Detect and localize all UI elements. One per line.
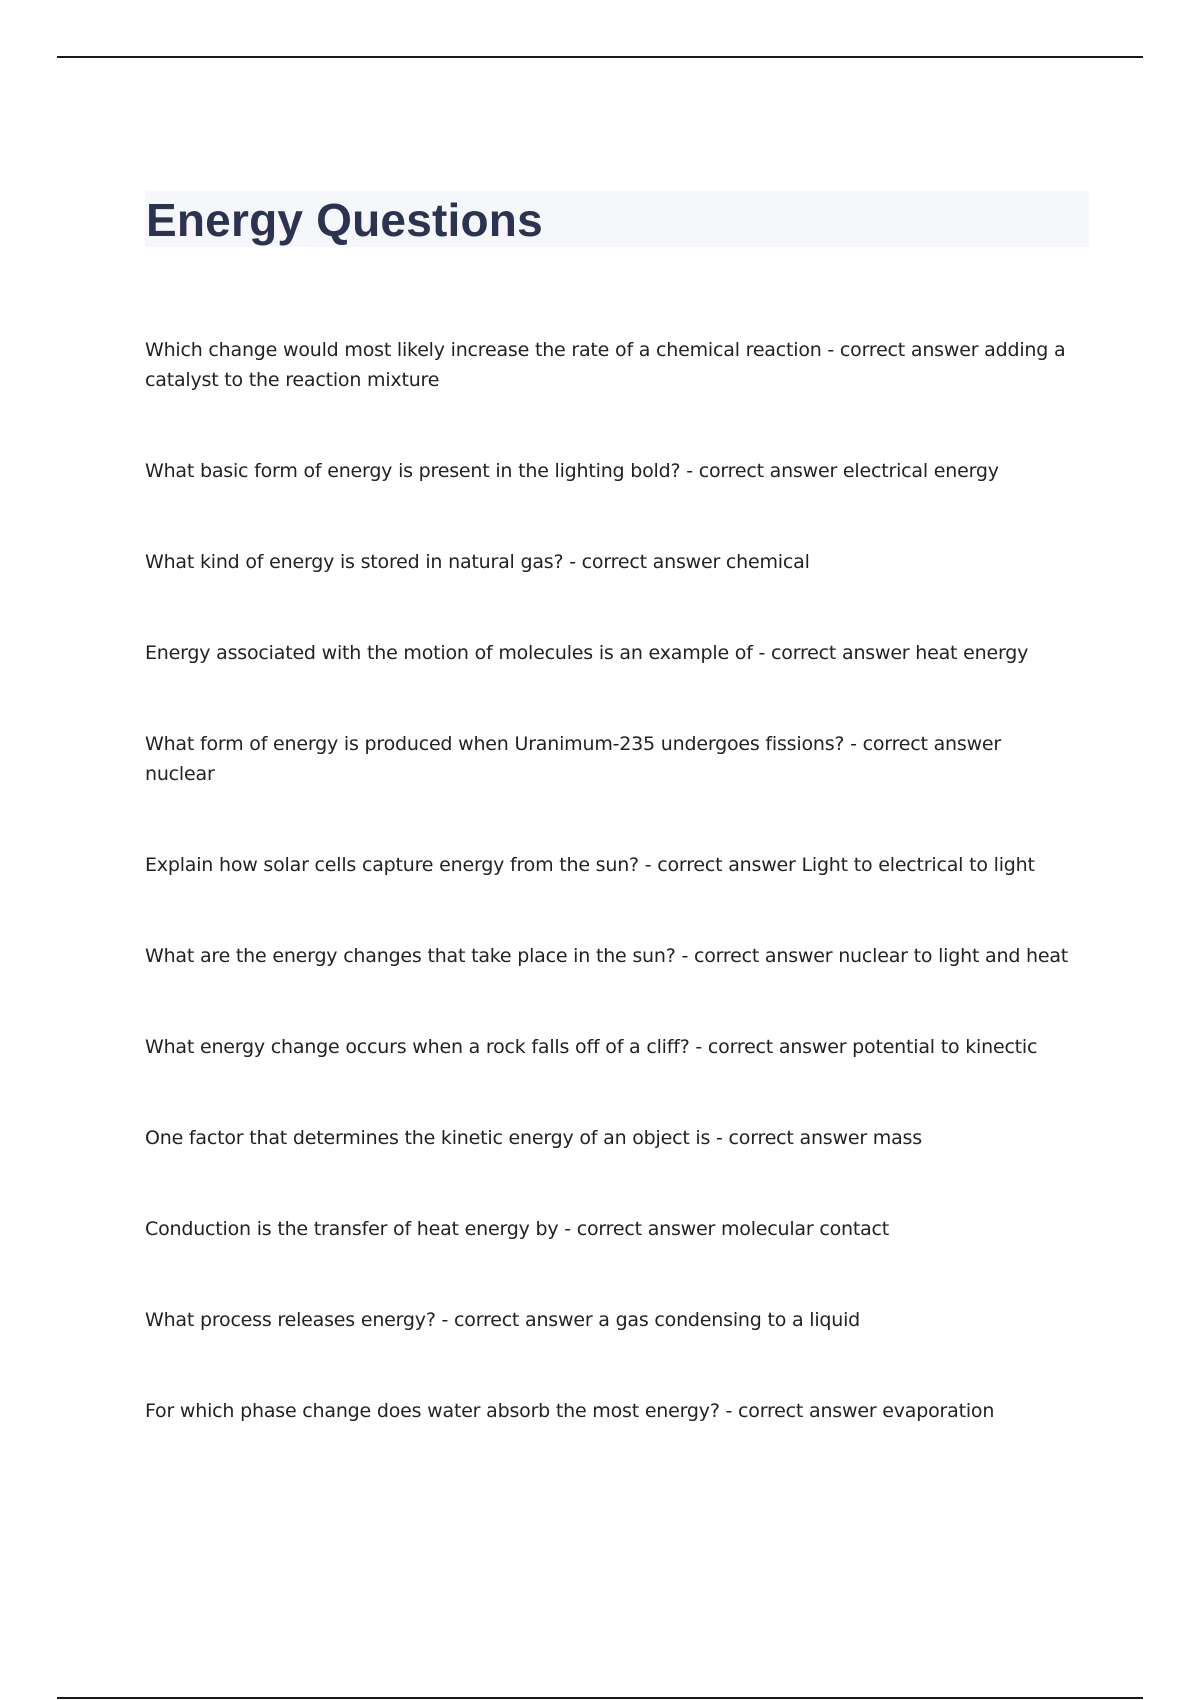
page-title: Energy Questions — [146, 194, 543, 246]
qa-item: Energy associated with the motion of molecules is an example of - correct answer heat energy — [145, 642, 1029, 664]
qa-item: What energy change occurs when a rock falls off of a cliff? - correct answer potential to kinectic — [145, 1036, 1038, 1058]
qa-item: Explain how solar cells capture energy from the sun? - correct answer Light to electrical to light — [145, 854, 1035, 876]
qa-item: What process releases energy? - correct answer a gas condensing to a liquid — [145, 1309, 861, 1331]
top-rule — [57, 56, 1143, 58]
qa-item: Which change would most likely increase the rate of a chemical reaction - correct answer adding a catalyst to the reaction mixture — [145, 339, 1066, 391]
qa-item: What form of energy is produced when Uranimum-235 undergoes fissions? - correct answer nuclear — [145, 733, 1002, 785]
qa-item: What basic form of energy is present in the lighting bold? - correct answer electrical energy — [145, 460, 999, 482]
bottom-rule — [57, 1697, 1143, 1699]
qa-item: What kind of energy is stored in natural gas? - correct answer chemical — [145, 551, 810, 573]
qa-item: Conduction is the transfer of heat energy by - correct answer molecular contact — [145, 1218, 890, 1240]
qa-item: For which phase change does water absorb the most energy? - correct answer evaporation — [145, 1400, 995, 1422]
qa-item: One factor that determines the kinetic energy of an object is - correct answer mass — [145, 1127, 922, 1149]
qa-item: What are the energy changes that take place in the sun? - correct answer nuclear to light and heat — [145, 945, 1069, 967]
qa-list — [145, 335, 1075, 1487]
